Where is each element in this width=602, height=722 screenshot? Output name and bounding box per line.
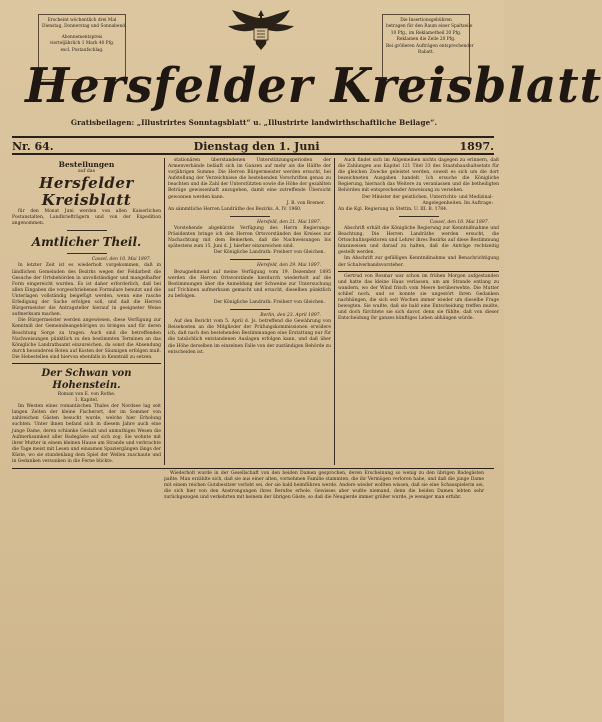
article-paragraph: In letzter Zeit ist es wiederholt vorgekommen, daß in ländlichen Gemeinden des Bezirks wegen der Feldarbeit die Gesuche der Ortsbehörden in unvollständiger und mangelhafter Form eingereicht wurden. Es ist daher erforderlich, daß bei allen Eingaben die vorgeschriebenen Formulare benutzt und die Unterlagen vollständig beigefügt werden, wenn eine rasche Erledigung der Sache erfolgen soll, und daß die Herren Bürgermeister die Antragsteller hierauf in geeigneter Weise aufmerksam machen.	[12, 263, 161, 318]
signature: Der Minister der geistlichen, Unterrichts- und Medizinal-Angelegenheiten. Im Auftrage:	[362, 194, 493, 206]
bottom-rule	[12, 153, 494, 155]
info-line: Dienstag, Donnerstag und Sonnabend.	[42, 24, 127, 30]
issue-year: 1897.	[459, 140, 494, 153]
eagle-emblem-icon	[226, 6, 296, 52]
article-paragraph: Auf den Bericht vom 5. April d. Js. betreffend die Gewährung von Reisekosten an die Mitglieder der Prüfungskommissionen erwidere ich, daß nach den bestehenden Bestimmungen eine Erstattung nur für die tatsächlich entstandenen Auslagen erfolgen kann, und daß über die Höhe derselben im einzelnen Falle von der zuständigen Behörde zu entscheiden ist.	[168, 319, 331, 355]
info-line: betragen für den Raum einer Spaltzeile	[386, 24, 473, 30]
info-line: Bei größeren Aufträgen entsprechender	[386, 43, 474, 49]
column-2	[168, 158, 331, 465]
story-paragraph: Im Westen eines romantischen Thales der Nordsee lag seit langen Zeiten der kleine Fischerort, der im Sommer von zahlreichen Gästen besucht wurde, welche hier Erholung suchten. Unter ihnen befand sich in diesem Jahre auch eine junge Dame, deren schlanke Gestalt und anmuthiges Wesen die Aufmerksamkeit aller Badegäste auf sich zog. Sie wohnte mit ihrer Mutter in einem kleinen Hause am Strande und verbrachte die Tage meist mit Lesen und einsamen Spaziergängen längs der Küste, wo sie stundenlang dem Spiel der Wellen zuschaute und in Gedanken versunken in die Ferne blickte.	[12, 404, 161, 464]
newspaper-title: Hersfelder Kreisblatt	[25, 58, 602, 114]
issue-date: Dienstag den 1. Juni	[193, 140, 320, 153]
masthead	[12, 6, 602, 136]
info-line: Die Insertionsgebühren	[400, 18, 452, 23]
article-paragraph: Abschrift erhält die Königliche Regierung zur Kenntnißnahme und Beachtung. Die Herren Landräthe werden ersucht, die Ortsschulinspektoren und Lehrer ihres Bezirks auf diese Bestimmung hinzuweisen und darauf zu halten, daß die Anträge rechtzeitig gestellt werden.	[338, 225, 499, 256]
paper-name-heading: Hersfelder Kreisblatt	[39, 174, 134, 210]
dateline: Hersfeld, den 29. Mai 1897.	[256, 263, 321, 269]
story-continuation	[164, 471, 484, 501]
info-line: Rabatt.	[417, 50, 435, 56]
supplements-line: Gratisbeilagen: „Illustrirtes Sonntagsblatt“ u. „Illustrirte landwirthschaftliche Beilage“.	[70, 118, 438, 127]
columns	[12, 158, 499, 465]
story-title: Der Schwan von Hohenstein.	[41, 367, 132, 391]
info-line: 10 Pfg., im Reklametheil 20 Pfg.	[390, 30, 462, 36]
signature: Der Königliche Landrath: Freiherr von Gleichen.	[213, 299, 325, 305]
dateline: Hersfeld, den 21. Mai 1897.	[256, 219, 321, 225]
address-line: An die Kgl. Regierung in Stettin. U. III. B. 1784.	[338, 206, 448, 212]
story-author: Roman von E. von Rothe.	[57, 391, 116, 397]
article-paragraph: Auch findet sich im Allgemeinen nichts dagegen zu erinnern, daß die Zahlungen aus Kapitel 121 Titel 33 des Staatshaushaltsetats für die gleichen Zwecke geleistet werden, soweit es sich um die dort bezeichneten Ausgaben handelt. Ich ersuche die Königliche Regierung, hiernach das Weitere zu veranlassen und die betheiligten Behörden mit entsprechender Anweisung zu versehen.	[338, 158, 499, 194]
column-1	[12, 158, 161, 465]
signature: Der Königliche Landrath: Freiherr von Gleichen.	[213, 250, 325, 256]
story-paragraph: Gertrud von Rosmar war schon im frühen Morgen aufgestanden und hatte das kleine Haus verlassen, um am Strande entlang zu wandern, wo der Wind frisch vom Meere herüberwehte. Die Mutter schlief noch, und so konnte sie ungestört ihren Gedanken nachhängen, die sich seit Wochen immer wieder um dieselbe Frage bewegten. Sie wußte, daß sie bald eine Entscheidung treffen mußte, und doch fürchtete sie sich davor, denn sie fühlte, daß von dieser Entscheidung ihr ganzes künftiges Leben abhängen würde.	[338, 273, 499, 322]
dateline: Cassel, den 10. Mai 1897.	[429, 219, 489, 225]
info-line: excl. Postaufschlag.	[60, 47, 104, 53]
dateline: Berlin, den 23. April 1897.	[260, 313, 321, 319]
article-paragraph: Im Abschrift zur gefälligen Kenntnißnahme und Benachrichtigung der Schulverbandsvorsteher.	[338, 256, 499, 268]
info-line: Erscheint wöchentlich drei Mal	[47, 18, 117, 23]
story-paragraph: Wiederholt wurde in der Gesellschaft von den beiden Damen gesprochen, deren Erscheinung so wenig zu den übrigen Badegästen paßte. Man erzählte sich, daß sie aus einer alten, vornehmen Familie stammten, die ihr Vermögen verloren habe, und daß die junge Dame mit einem reichen Gutsbesitzer verlobt sei, der sie bald heimführen werde. Andere wieder wollten wissen, daß sie eine Schauspielerin sei, die sich hier von den Anstrengungen ihres Berufes erhole. Gewisses aber wußte niemand, denn die beiden Damen lebten sehr zurückgezogen und verkehrten mit keinem der übrigen Gäste, so daß die Neugierde immer größer wurde, je weniger man erfuhr.	[164, 471, 484, 501]
address-line: An sämmtliche Herren Landräthe des Bezirks. A. IV. 1960.	[168, 206, 302, 212]
column-3	[338, 158, 499, 465]
orders-heading: Bestellungen	[58, 160, 115, 169]
article-paragraph: stationären überstandenen Unterstützungsperioden der Armenverbände beläuft sich im Ganzen auf mehr als die Hälfte der vorjährigen Summe. Die Herren Bürgermeister werden ersucht, bei Aufstellung der Verzeichnisse die bestehenden Vorschriften genau zu beachten und die Zahl der Unterstützten sowie die Höhe der gezahlten Beträge gewissenhaft anzugeben, damit eine zutreffende Übersicht gewonnen werden kann.	[168, 158, 331, 200]
info-line: Abonnementspreis	[61, 34, 103, 40]
official-section-heading: Amtlicher Theil.	[31, 235, 142, 250]
article-paragraph: Die Bürgermeister werden angewiesen, diese Verfügung zur Kenntniß der Gemeindeangehörigen zu bringen und für deren Beachtung Sorge zu tragen. Auch sind die betreffenden Nachweisungen pünktlich zu den bestimmten Terminen an das Königliche Landrathsamt einzureichen, da sonst die Absendung durch besonderen Boten auf Kosten der Säumigen erfolgen muß. Die Hebestellen sind hiervon ebenfalls in Kenntniß zu setzen.	[12, 318, 161, 360]
issue-number: Nr. 64.	[12, 140, 54, 153]
dateline: Cassel, den 10. Mai 1897.	[91, 257, 151, 263]
story-chapter: 1. Kapitel.	[74, 398, 99, 404]
issue-line	[12, 138, 494, 153]
signature: J. B. von Bremer.	[286, 200, 325, 206]
orders-text: für den Monat Juni werden von allen Kaiserlichen Postanstalten, Landbriefträgern und von der Expedition angenommen.	[12, 209, 161, 227]
info-line: Reklamen die Zeile 20 Pfg.	[396, 37, 456, 43]
article-paragraph: Vorstehende abgekürzte Verfügung des Herrn Regierungs-Präsidenten bringe ich den Herren Ortsvorständen des Kreises zur Nachachtung mit dem Bemerken, daß die Nachweisungen bis spätestens zum 15. Juni d. J. hierher einzureichen sind.	[168, 225, 331, 250]
info-line: vierteljährlich 1 Mark 40 Pfg.	[49, 41, 115, 47]
orders-subheading: auf das	[78, 169, 95, 174]
article-paragraph: Bezugnehmend auf meine Verfügung vom 19. Dezember 1895 werden die Herren Ortsvorstände hierdurch wiederholt auf die Bestimmungen über die Anmeldung der Schweine zur Untersuchung auf Trichinen aufmerksam gemacht und ersucht, dieselben pünktlich zu befolgen.	[168, 269, 331, 299]
